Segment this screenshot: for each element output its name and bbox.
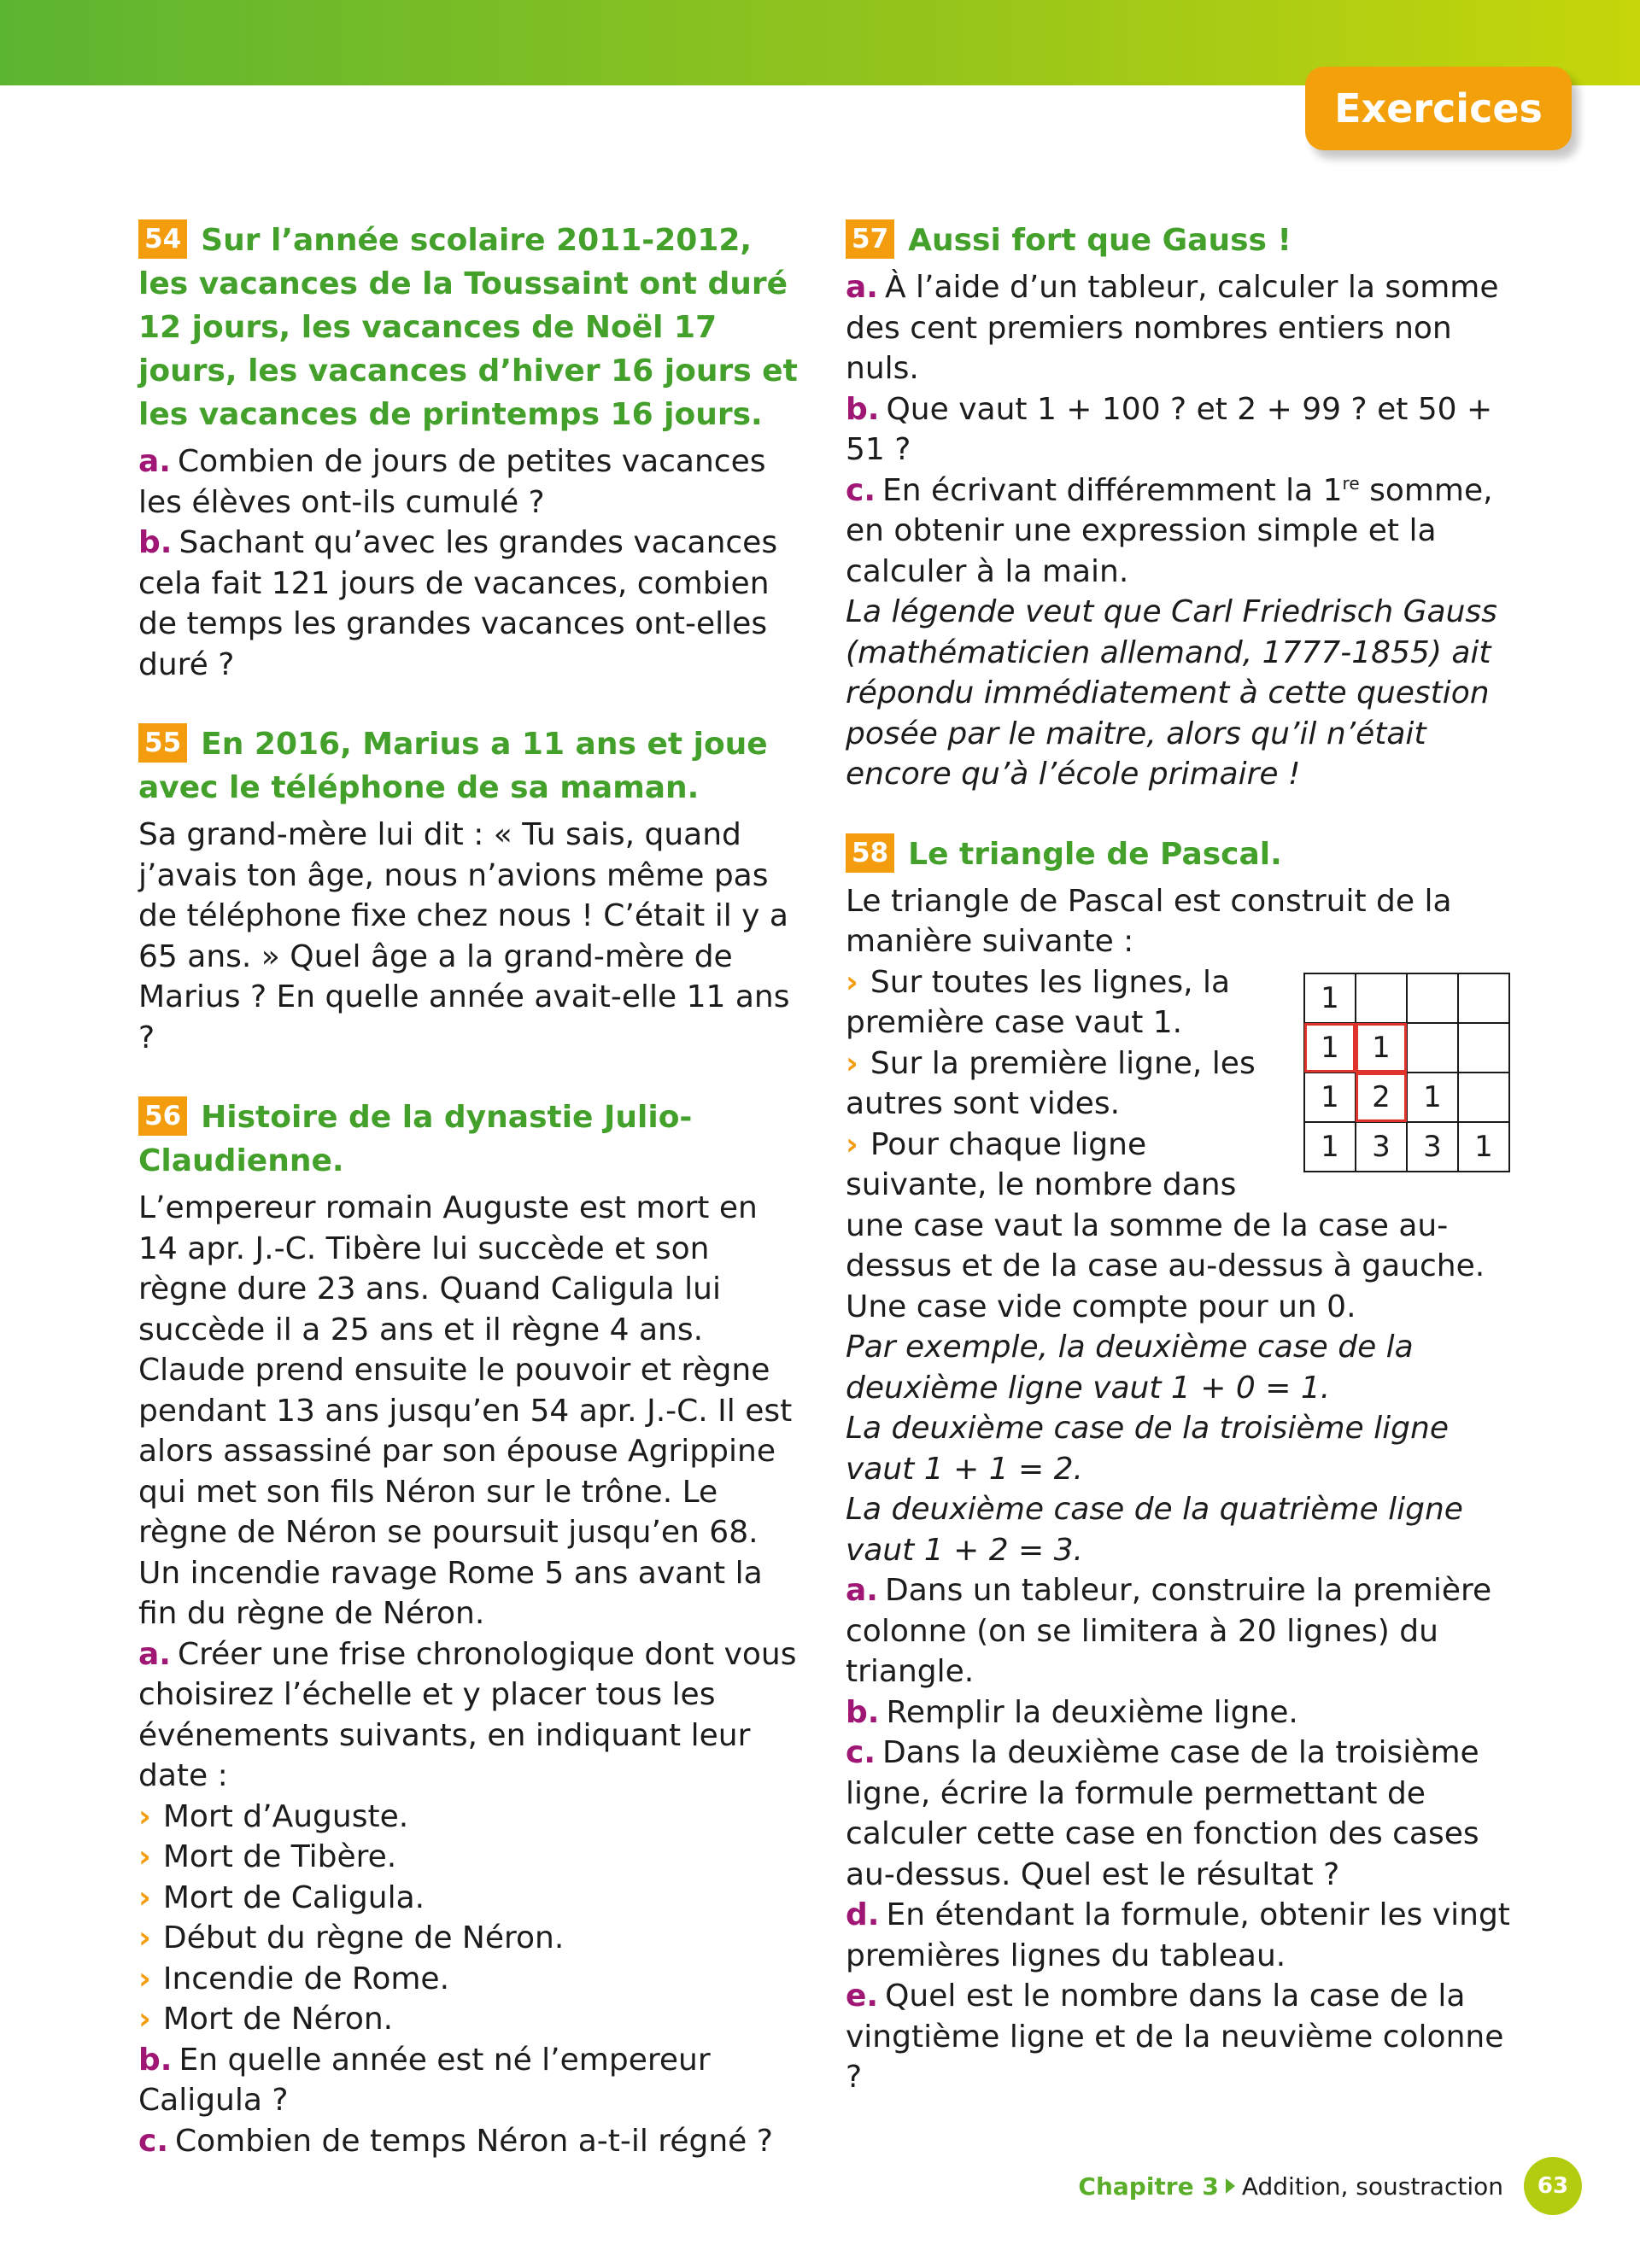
question-a bbox=[846, 1570, 1512, 1692]
question-e bbox=[846, 1976, 1512, 2098]
example-1: Par exemple, la deuxième case de la deuxième ligne vaut 1 + 0 = 1. bbox=[846, 1330, 1414, 1406]
question-text: Sachant qu’avec les grandes vacances cela fait 121 jours de vacances, combien de temps les grandes vacances ont-elles duré ? bbox=[138, 525, 778, 682]
question-label: a. bbox=[138, 444, 171, 479]
question-text: somme, en obtenir une expression simple et la calculer à la main. bbox=[846, 472, 1493, 589]
question-label: c. bbox=[846, 472, 876, 508]
exercise-57-heading bbox=[846, 219, 1512, 262]
question-text: Quel est le nombre dans la case de la vingtième ligne et de la neuvième colonne ? bbox=[846, 1979, 1504, 2095]
grid-cell bbox=[1458, 973, 1509, 1023]
question-c bbox=[846, 1733, 1512, 1895]
question-label: b. bbox=[846, 1694, 880, 1730]
grid-cell: 1 bbox=[1304, 1073, 1356, 1122]
question-label: c. bbox=[138, 2123, 169, 2159]
question-label: a. bbox=[846, 270, 878, 305]
exercise-54-title: Sur l’année scolaire 2011-2012, les vacances de la Toussaint ont duré 12 jours, les vacances de Noël 17 jours, les vacances d’hiver 16 jours et les vacances de printemps 16 jours. bbox=[138, 223, 798, 432]
grid-cell bbox=[1407, 973, 1458, 1023]
grid-cell: 3 bbox=[1356, 1122, 1407, 1172]
question-a bbox=[846, 267, 1512, 389]
question-label: b. bbox=[138, 525, 173, 560]
grid-row bbox=[1304, 1023, 1509, 1073]
exercise-55 bbox=[138, 722, 803, 1058]
question-c bbox=[846, 471, 1512, 593]
question-text: Combien de jours de petites vacances les élèves ont-ils cumulé ? bbox=[138, 444, 766, 520]
bullet-item bbox=[138, 1837, 803, 1878]
pascal-wrap bbox=[846, 876, 1512, 1328]
bullet-item bbox=[138, 1999, 803, 2040]
exercise-55-heading bbox=[138, 722, 803, 810]
example-2: La deuxième case de la troisième ligne vaut 1 + 1 = 2. bbox=[846, 1411, 1449, 1487]
bullet-item bbox=[138, 1797, 803, 1838]
question-d bbox=[846, 1895, 1512, 1976]
question-b bbox=[138, 523, 803, 685]
question-text: Dans un tableur, construire la première colonne (on se limitera à 20 lignes) du triangle. bbox=[846, 1573, 1492, 1689]
grid-cell: 1 bbox=[1458, 1122, 1509, 1172]
left-column bbox=[138, 219, 803, 2199]
grid-cell-highlighted: 1 bbox=[1304, 1023, 1356, 1073]
exercise-56-text: L’empereur romain Auguste est mort en 14 apr. J.-C. Tibère lui succède et son règne dure 23 ans. Quand Caligula lui succède il a 25 ans et il règne 4 ans. Claude prend ensuite le pouvoir et règne pendant 13 ans jusqu’en 54 apr. J.-C. Il est alors assassiné par son épouse Agrippine qui met son fils Néron sur le trône. Le règne de Néron se poursuit jusqu’en 68. Un incendie ravage Rome 5 ans avant la fin du règne de Néron. bbox=[138, 1190, 793, 1631]
exercise-58 bbox=[846, 833, 1512, 2098]
chevron-right-icon: › bbox=[846, 1045, 858, 1081]
question-c bbox=[138, 2121, 803, 2162]
bullet-text: Mort de Caligula. bbox=[162, 1879, 425, 1915]
bullet-text: Mort d’Auguste. bbox=[162, 1798, 409, 1834]
exercise-56 bbox=[138, 1096, 803, 2161]
chevron-right-icon: › bbox=[138, 1879, 151, 1915]
bullet-text: Pour chaque ligne suivante, le nombre dans une case vaut la somme de la case au-dessus et de la case au-dessus à gauche. Une case vide compte pour un 0. bbox=[846, 1126, 1485, 1324]
question-text: En quelle année est né l’empereur Caligula ? bbox=[138, 2042, 711, 2118]
grid-row bbox=[1304, 1122, 1509, 1172]
chevron-right-icon: › bbox=[138, 1839, 151, 1874]
grid-cell: 1 bbox=[1304, 1122, 1356, 1172]
grid-cell-highlighted: 1 bbox=[1356, 1023, 1407, 1073]
grid-cell bbox=[1356, 973, 1407, 1023]
question-label: d. bbox=[846, 1897, 880, 1932]
question-label: a. bbox=[138, 1636, 171, 1672]
question-text: Remplir la deuxième ligne. bbox=[886, 1694, 1298, 1730]
exercise-54-heading bbox=[138, 219, 803, 436]
question-b bbox=[138, 2040, 803, 2121]
question-text: Que vaut 1 + 100 ? et 2 + 99 ? et 50 + 51 ? bbox=[846, 391, 1493, 467]
question-label: b. bbox=[138, 2042, 173, 2078]
exercise-55-title: En 2016, Marius a 11 ans et joue avec le téléphone de sa maman. bbox=[138, 727, 768, 805]
bullet-text: Sur la première ligne, les autres sont vides. bbox=[846, 1045, 1256, 1121]
exercise-number-badge: 56 bbox=[138, 1096, 187, 1136]
bullet-text: Mort de Néron. bbox=[162, 2002, 394, 2037]
right-column bbox=[846, 219, 1512, 2136]
question-text: En étendant la formule, obtenir les vingt premières lignes du tableau. bbox=[846, 1897, 1510, 1973]
grid-cell bbox=[1407, 1023, 1458, 1073]
exercise-number-badge: 57 bbox=[846, 219, 894, 259]
question-text: Dans la deuxième case de la troisième ligne, écrire la formule permettant de calculer cette case en fonction des cases au-dessus. Quel est le résultat ? bbox=[846, 1735, 1479, 1892]
question-text: Combien de temps Néron a-t-il régné ? bbox=[175, 2123, 773, 2159]
grid-cell: 1 bbox=[1304, 973, 1356, 1023]
exercise-56-heading bbox=[138, 1096, 803, 1183]
exercise-58-intro: Le triangle de Pascal est construit de la manière suivante : bbox=[846, 883, 1452, 959]
grid-cell: 1 bbox=[1407, 1073, 1458, 1122]
bullet-text: Début du règne de Néron. bbox=[162, 1920, 565, 1955]
chevron-right-icon: › bbox=[138, 1798, 151, 1834]
pascal-triangle-grid bbox=[1303, 973, 1510, 1172]
exercise-58-title: Le triangle de Pascal. bbox=[908, 836, 1282, 872]
bullet-text: Sur toutes les lignes, la première case vaut 1. bbox=[846, 964, 1231, 1040]
chevron-right-icon: › bbox=[846, 1126, 858, 1162]
exercise-57 bbox=[846, 219, 1512, 795]
bullet-item bbox=[138, 1918, 803, 1959]
triangle-right-icon bbox=[1226, 2178, 1235, 2194]
section-tab: Exercices bbox=[1305, 67, 1572, 150]
exercise-number-badge: 55 bbox=[138, 723, 187, 763]
chevron-right-icon: › bbox=[846, 964, 858, 1000]
question-label: c. bbox=[846, 1735, 876, 1770]
gauss-legend: La légende veut que Carl Friedrisch Gauss (mathématicien allemand, 1777-1855) ait répondu immédiatement à cette question posée par le maitre, alors qu’il n’était encore qu’à l’école primaire ! bbox=[846, 594, 1497, 792]
ordinal-superscript: re bbox=[1342, 472, 1360, 494]
question-label: e. bbox=[846, 1979, 879, 2014]
exercise-number-badge: 58 bbox=[846, 833, 894, 873]
question-text: En écrivant différemment la 1 bbox=[882, 472, 1343, 508]
chevron-right-icon: › bbox=[138, 2002, 151, 2037]
grid-cell-highlighted: 2 bbox=[1356, 1073, 1407, 1122]
bullet-item bbox=[138, 1878, 803, 1919]
question-text: Créer une frise chronologique dont vous choisirez l’échelle et y placer tous les événements suivants, en indiquant leur date : bbox=[138, 1636, 797, 1793]
exercise-number-badge: 54 bbox=[138, 219, 187, 259]
page-number: 63 bbox=[1524, 2157, 1582, 2215]
question-b bbox=[846, 1692, 1512, 1733]
bullet-text: Incendie de Rome. bbox=[162, 1961, 450, 1996]
question-b bbox=[846, 389, 1512, 471]
grid-row bbox=[1304, 973, 1509, 1023]
exercise-54 bbox=[138, 219, 803, 685]
grid-cell bbox=[1458, 1073, 1509, 1122]
chapter-label: Chapitre 3 bbox=[1078, 2172, 1219, 2201]
question-label: a. bbox=[846, 1573, 878, 1608]
exercise-57-title: Aussi fort que Gauss ! bbox=[908, 223, 1292, 258]
grid-cell bbox=[1458, 1023, 1509, 1073]
chevron-right-icon: › bbox=[138, 1961, 151, 1996]
example-3: La deuxième case de la quatrième ligne vaut 1 + 2 = 3. bbox=[846, 1492, 1463, 1568]
grid-row bbox=[1304, 1073, 1509, 1122]
bullet-item bbox=[138, 1959, 803, 2000]
exercise-58-heading bbox=[846, 833, 1512, 876]
page-footer bbox=[1078, 2160, 1503, 2212]
chapter-title: Addition, soustraction bbox=[1241, 2172, 1503, 2201]
chevron-right-icon: › bbox=[138, 1920, 151, 1955]
grid-cell: 3 bbox=[1407, 1122, 1458, 1172]
exercise-55-text: Sa grand-mère lui dit : « Tu sais, quand j’avais ton âge, nous n’avions même pas de téléphone fixe chez nous ! C’était il y a 65 ans. » Quel âge a la grand-mère de Marius ? En quelle année avait-elle 11 ans ? bbox=[138, 817, 790, 1055]
exercise-56-title: Histoire de la dynastie Julio-Claudienne. bbox=[138, 1100, 693, 1178]
question-label: b. bbox=[846, 391, 880, 427]
question-a bbox=[138, 1634, 803, 1797]
question-text: À l’aide d’un tableur, calculer la somme des cent premiers nombres entiers non nuls. bbox=[846, 270, 1499, 386]
bullet-text: Mort de Tibère. bbox=[162, 1839, 397, 1874]
question-a bbox=[138, 441, 803, 523]
